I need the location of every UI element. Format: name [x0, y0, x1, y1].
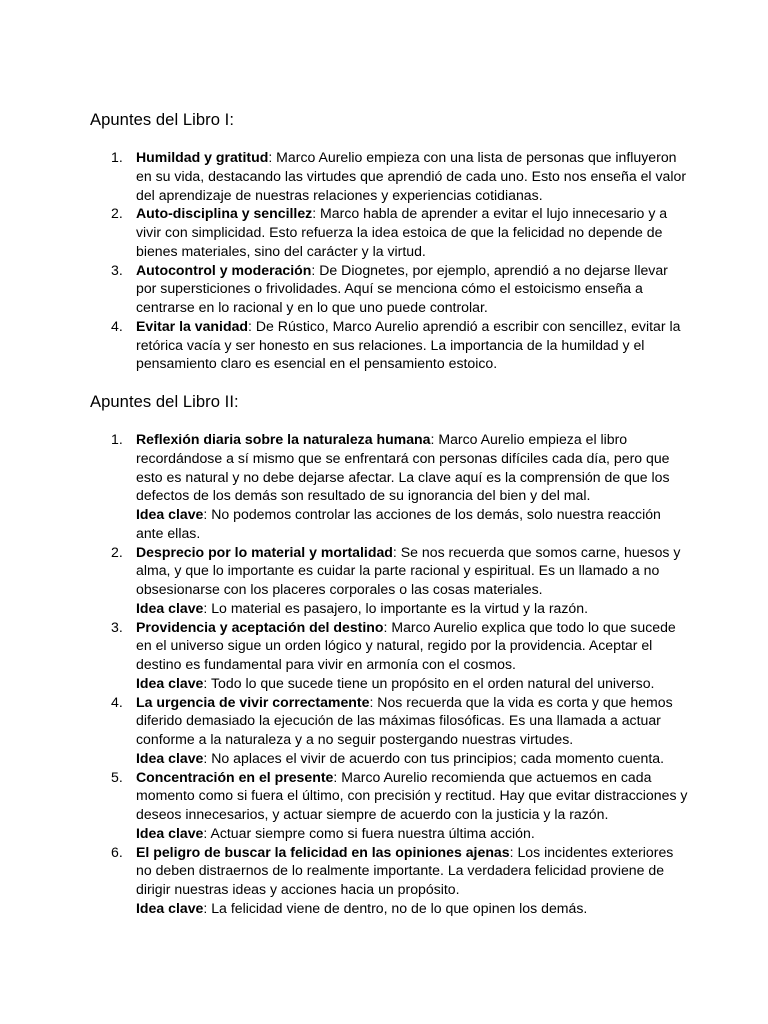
item-text: diferido demasiado la ejecución de las máximas filosóficas. Es una llamada a actuar [136, 712, 661, 729]
item-text: : Se nos recuerda que somos carne, huesos y [392, 543, 681, 560]
list-item-body [136, 618, 681, 693]
text-line [136, 730, 681, 749]
item-term: La urgencia de vivir correctamente [136, 693, 370, 710]
item-text: : De Diognetes, por ejemplo, aprendió a no dejarse llevar [311, 261, 668, 278]
key-idea-line [136, 899, 681, 918]
list-item [0, 317, 681, 373]
key-idea-label: Idea clave [136, 824, 204, 841]
text-line [136, 430, 681, 449]
text-line [136, 561, 681, 580]
list-item [0, 430, 681, 543]
list-item-number: 1. [111, 431, 123, 447]
key-idea-text: : Lo material es pasajero, lo importante es la virtud y la razón. [203, 599, 589, 616]
key-idea-label: Idea clave [136, 506, 204, 522]
item-text: destino es fundamental para vivir en armonía con el cosmos. [136, 656, 516, 672]
list-item-body [136, 543, 681, 618]
text-line [136, 242, 681, 261]
text-line [136, 861, 681, 880]
list-item-number: 1. [111, 149, 123, 165]
item-text: centrarse en lo racional y en lo que uno puede controlar. [136, 299, 488, 315]
key-idea-line [136, 749, 681, 768]
item-text: recordándose a sí mismo que se enfrentará con personas difíciles cada día, pero que [136, 449, 670, 466]
item-text: retórica vacía y ser honesto en sus relaciones. La importancia de la humildad y el [136, 336, 645, 353]
text-line [136, 843, 681, 862]
list-item [0, 148, 687, 204]
list-item-body [136, 768, 688, 843]
list-item-number: 4. [111, 317, 123, 334]
list-item [0, 543, 681, 618]
item-text: del aprendizaje de nuestras relaciones y experiencias cotidianas. [136, 186, 543, 203]
text-line [136, 261, 681, 280]
numbered-list [0, 430, 768, 918]
list-item-number: 6. [111, 843, 123, 860]
list-item [0, 204, 681, 260]
item-text: pensamiento claro es esencial en el pensamiento estoico. [136, 355, 498, 372]
item-text: esto es natural y no debe dejarse afectar. La clave aquí es la comprensión de que los [136, 468, 670, 485]
key-idea-label: Idea clave [136, 899, 204, 916]
key-idea-label: Idea clave [136, 599, 204, 616]
numbered-list [0, 148, 768, 373]
text-line [136, 468, 681, 487]
text-line [136, 618, 681, 637]
item-text: en el universo sigue un orden lógico y natural, regido por la providencia. Aceptar el [136, 637, 653, 654]
text-line [136, 880, 681, 899]
key-idea-text: : No podemos controlar las acciones de los demás, solo nuestra reacción [203, 506, 661, 522]
list-item-body [136, 317, 681, 373]
item-text: bienes materiales, sino del carácter y la virtud. [136, 242, 426, 259]
key-idea-line [136, 524, 681, 543]
text-line [136, 805, 681, 824]
item-text: defectos de los demás son resultado de su ignorancia del bien y del mal. [136, 487, 591, 504]
item-text: vivir con simplicidad. Esto refuerza la idea estoica de que la felicidad no depende de [136, 224, 663, 240]
text-line [136, 543, 681, 562]
text-line [136, 186, 681, 205]
text-line [136, 223, 681, 242]
item-term: Providencia y aceptación del destino [136, 618, 384, 635]
item-text: momento como si fuera el último, con precisión y rectitud. Hay que evitar distracciones y [136, 787, 688, 804]
list-item-body [136, 430, 681, 543]
key-idea-text: ante ellas. [136, 524, 201, 541]
item-text: : Nos recuerda que la vida es corta y que hemos [369, 693, 673, 710]
list-item [0, 693, 681, 768]
key-idea-line [136, 824, 681, 843]
item-text: por supersticiones o frivolidades. Aquí se menciona cómo el estoicismo enseña a [136, 280, 643, 297]
key-idea-line [136, 674, 681, 693]
list-item-body [136, 204, 681, 260]
item-text: en su vida, destacando las virtudes que aprendió de cada uno. Esto nos enseña el valor [136, 167, 687, 184]
list-item-number: 3. [111, 618, 123, 635]
list-item-number: 5. [111, 768, 123, 785]
key-idea-label: Idea clave [136, 749, 204, 766]
key-idea-text: : Todo lo que sucede tiene un propósito en el orden natural del universo. [203, 674, 655, 691]
text-line [136, 336, 681, 355]
list-item [0, 843, 681, 918]
item-text: deseos innecesarios, y actuar siempre de acuerdo con la justicia y la razón. [136, 806, 609, 822]
key-idea-label: Idea clave [136, 674, 204, 691]
item-term: Evitar la vanidad [136, 317, 249, 334]
list-item-body [136, 843, 681, 918]
text-line [136, 148, 681, 167]
text-line [136, 449, 681, 468]
list-item-number: 2. [111, 543, 123, 560]
item-text: alma, y que lo importante es cuidar la parte racional y espiritual. Es un llamado a no [136, 562, 660, 579]
item-text: dirigir nuestras ideas y acciones hacia un propósito. [136, 881, 460, 897]
text-line [136, 298, 681, 317]
key-idea-text: : Actuar siempre como si fuera nuestra última acción. [203, 824, 535, 841]
list-item-body [136, 693, 681, 768]
text-line [136, 486, 681, 505]
item-text: : Marco Aurelio empieza con una lista de personas que influyeron [268, 149, 677, 165]
text-line [136, 693, 681, 712]
item-term: Concentración en el presente [136, 768, 334, 785]
item-text: : Marco habla de aprender a evitar el lujo innecesario y a [312, 205, 668, 222]
text-line [136, 636, 681, 655]
item-term: Auto-disciplina y sencillez [136, 205, 313, 222]
item-text: obsesionarse con los placeres corporales o las cosas materiales. [136, 581, 543, 597]
text-line [136, 768, 681, 787]
list-item-body [136, 261, 681, 317]
key-idea-line [136, 505, 681, 524]
key-idea-line [136, 599, 681, 618]
item-term: Reflexión diaria sobre la naturaleza humana [136, 431, 431, 447]
text-line [136, 711, 681, 730]
text-line [136, 786, 688, 805]
item-text: : Marco Aurelio empieza el libro [430, 431, 628, 447]
key-idea-text: : La felicidad viene de dentro, no de lo que opinen los demás. [203, 899, 588, 916]
text-line [136, 655, 681, 674]
key-idea-text: : No aplaces el vivir de acuerdo con tus principios; cada momento cuenta. [203, 749, 665, 766]
item-term: Humildad y gratitud [136, 149, 269, 165]
list-item-number: 4. [111, 693, 123, 710]
list-item [0, 768, 688, 843]
item-text: : De Rústico, Marco Aurelio aprendió a escribir con sencillez, evitar la [248, 317, 681, 334]
item-term: El peligro de buscar la felicidad en las opiniones ajenas [136, 843, 510, 860]
item-text: no deben distraernos de lo realmente importante. La verdadera felicidad proviene de [136, 862, 665, 879]
item-text: : Marco Aurelio recomienda que actuemos en cada [333, 768, 652, 785]
text-line [136, 354, 681, 373]
item-term: Desprecio por lo material y mortalidad [136, 543, 393, 560]
text-line [136, 204, 681, 223]
item-term: Autocontrol y moderación [136, 261, 312, 278]
item-text: : Los incidentes exteriores [509, 843, 674, 860]
list-item [0, 618, 681, 693]
text-line [136, 317, 681, 336]
list-item [0, 261, 681, 317]
section-heading: Apuntes del Libro II: [90, 392, 239, 411]
text-line [136, 167, 687, 186]
list-item-number: 2. [111, 205, 123, 222]
text-line [136, 279, 681, 298]
list-item-number: 3. [111, 261, 123, 278]
section-heading: Apuntes del Libro I: [90, 110, 234, 129]
list-item-body [136, 148, 687, 204]
item-text: conforme a la naturaleza y a no seguir postergando nuestras virtudes. [136, 731, 574, 747]
text-line [136, 580, 681, 599]
item-text: : Marco Aurelio explica que todo lo que sucede [383, 618, 676, 635]
